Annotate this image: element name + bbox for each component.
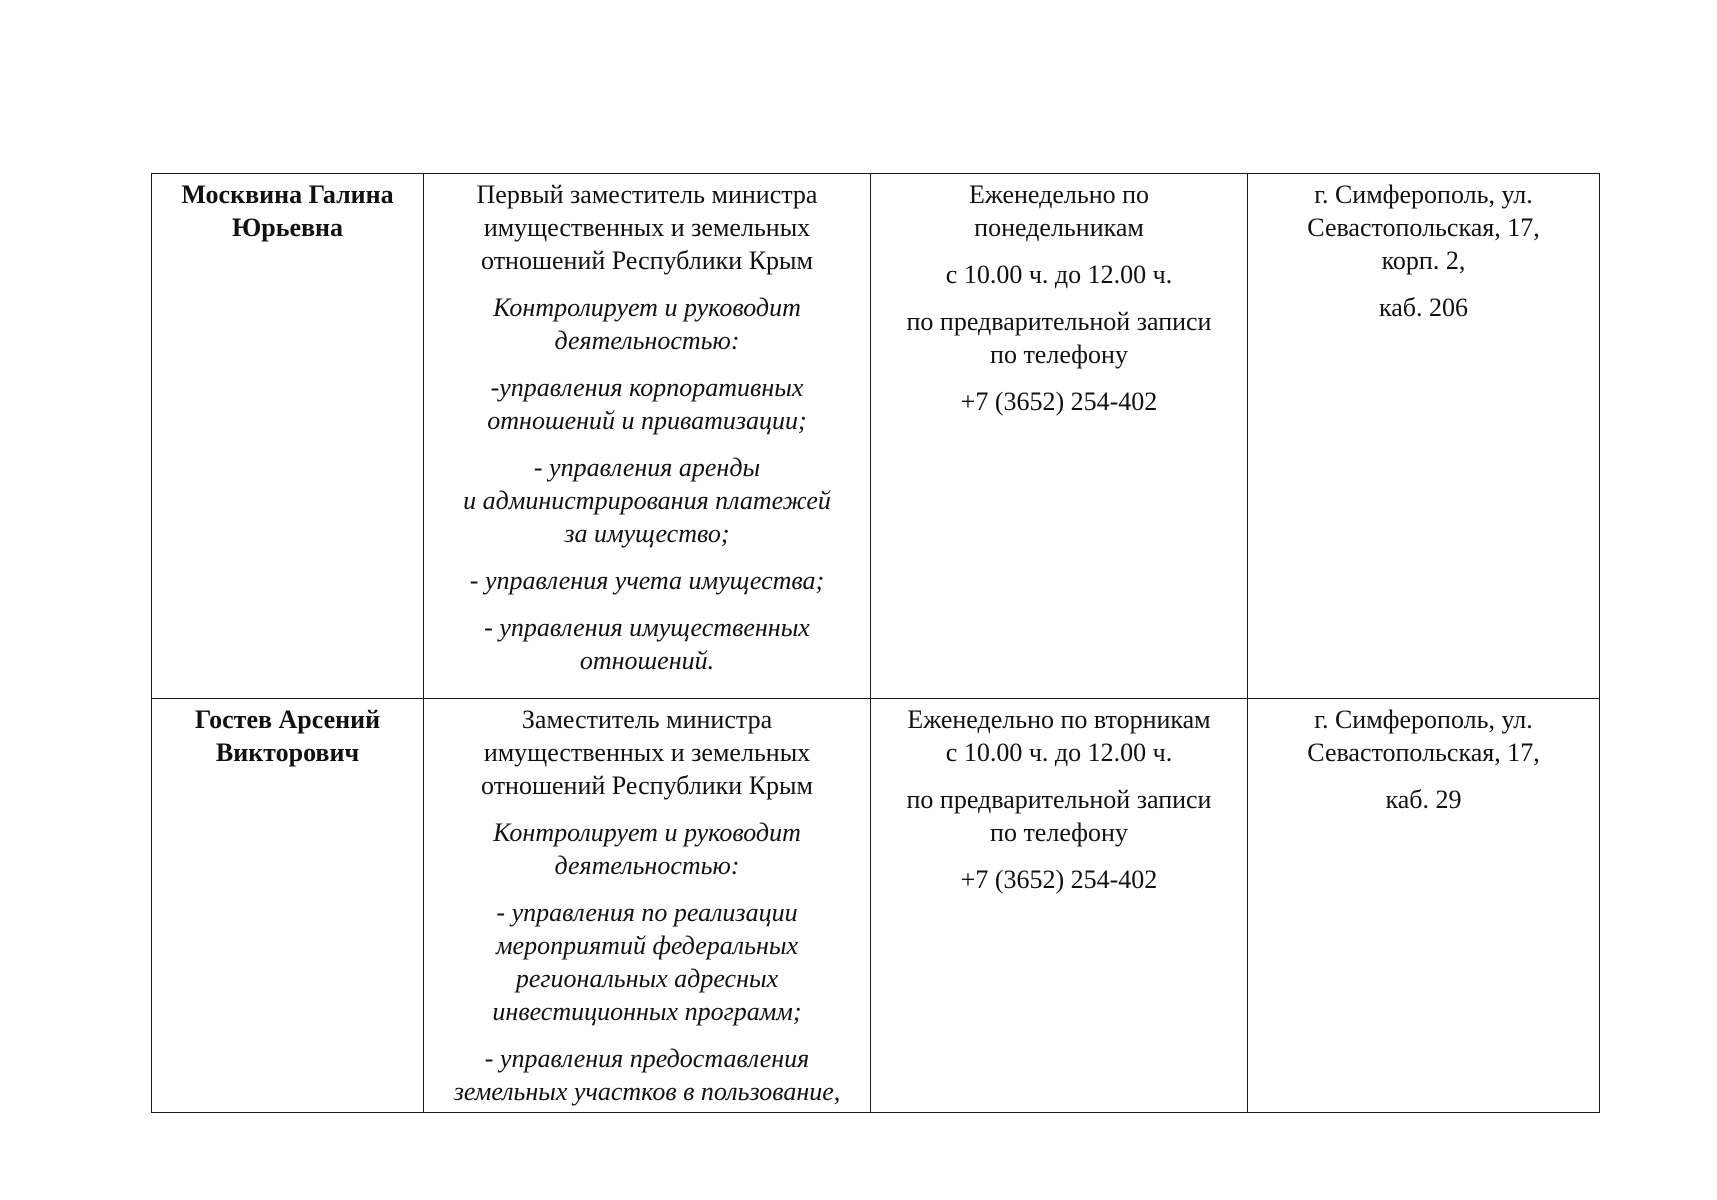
position-title: Заместитель министра имущественных и земельных отношений Республики Крым bbox=[481, 705, 813, 800]
reception-time: с 10.00 ч. до 12.00 ч. bbox=[945, 260, 1173, 289]
schedule-cell bbox=[871, 699, 1248, 1113]
registration-note: по предварительной записи по телефону bbox=[906, 307, 1212, 369]
address: г. Симферополь, ул. Севастопольская, 17, корп. 2, bbox=[1307, 180, 1540, 275]
duty-item: - управления аренды и администрирования платежей за имущество; bbox=[463, 453, 831, 548]
address: г. Симферополь, ул. Севастопольская, 17, bbox=[1307, 705, 1540, 767]
address-cell bbox=[1248, 699, 1600, 1113]
table-row bbox=[152, 174, 1600, 699]
official-name: Москвина Галина Юрьевна bbox=[181, 180, 394, 242]
phone-number: +7 (3652) 254-402 bbox=[960, 865, 1158, 894]
room-number: каб. 29 bbox=[1385, 785, 1462, 814]
position-title: Первый заместитель министра имущественных и земельных отношений Республики Крым bbox=[476, 180, 818, 275]
duty-item: - управления имущественных отношений. bbox=[484, 613, 810, 675]
reception-schedule-table bbox=[151, 173, 1600, 1113]
reception-schedule: Еженедельно по понедельникам bbox=[968, 180, 1150, 242]
table-row bbox=[152, 699, 1600, 1113]
duty-item: - управления по реализации мероприятий федеральных региональных адресных инвестиционных программ; bbox=[492, 898, 802, 1026]
official-name-cell bbox=[152, 699, 424, 1113]
duty-item: -управления корпоративных отношений и приватизации; bbox=[487, 373, 807, 435]
duties-heading: Контролирует и руководит деятельностью: bbox=[493, 293, 801, 355]
reception-schedule: Еженедельно по вторникам с 10.00 ч. до 12.00 ч. bbox=[907, 705, 1211, 767]
phone-number: +7 (3652) 254-402 bbox=[960, 387, 1158, 416]
address-cell bbox=[1248, 174, 1600, 699]
duty-item: - управления предоставления земельных участков в пользование, bbox=[453, 1044, 841, 1106]
official-name: Гостев Арсений Викторович bbox=[194, 705, 381, 767]
room-number: каб. 206 bbox=[1378, 293, 1468, 322]
schedule-cell bbox=[871, 174, 1248, 699]
position-cell bbox=[424, 174, 871, 699]
position-cell bbox=[424, 699, 871, 1113]
registration-note: по предварительной записи по телефону bbox=[906, 785, 1212, 847]
duties-heading: Контролирует и руководит деятельностью: bbox=[493, 818, 801, 880]
official-name-cell bbox=[152, 174, 424, 699]
duty-item: - управления учета имущества; bbox=[469, 566, 825, 595]
